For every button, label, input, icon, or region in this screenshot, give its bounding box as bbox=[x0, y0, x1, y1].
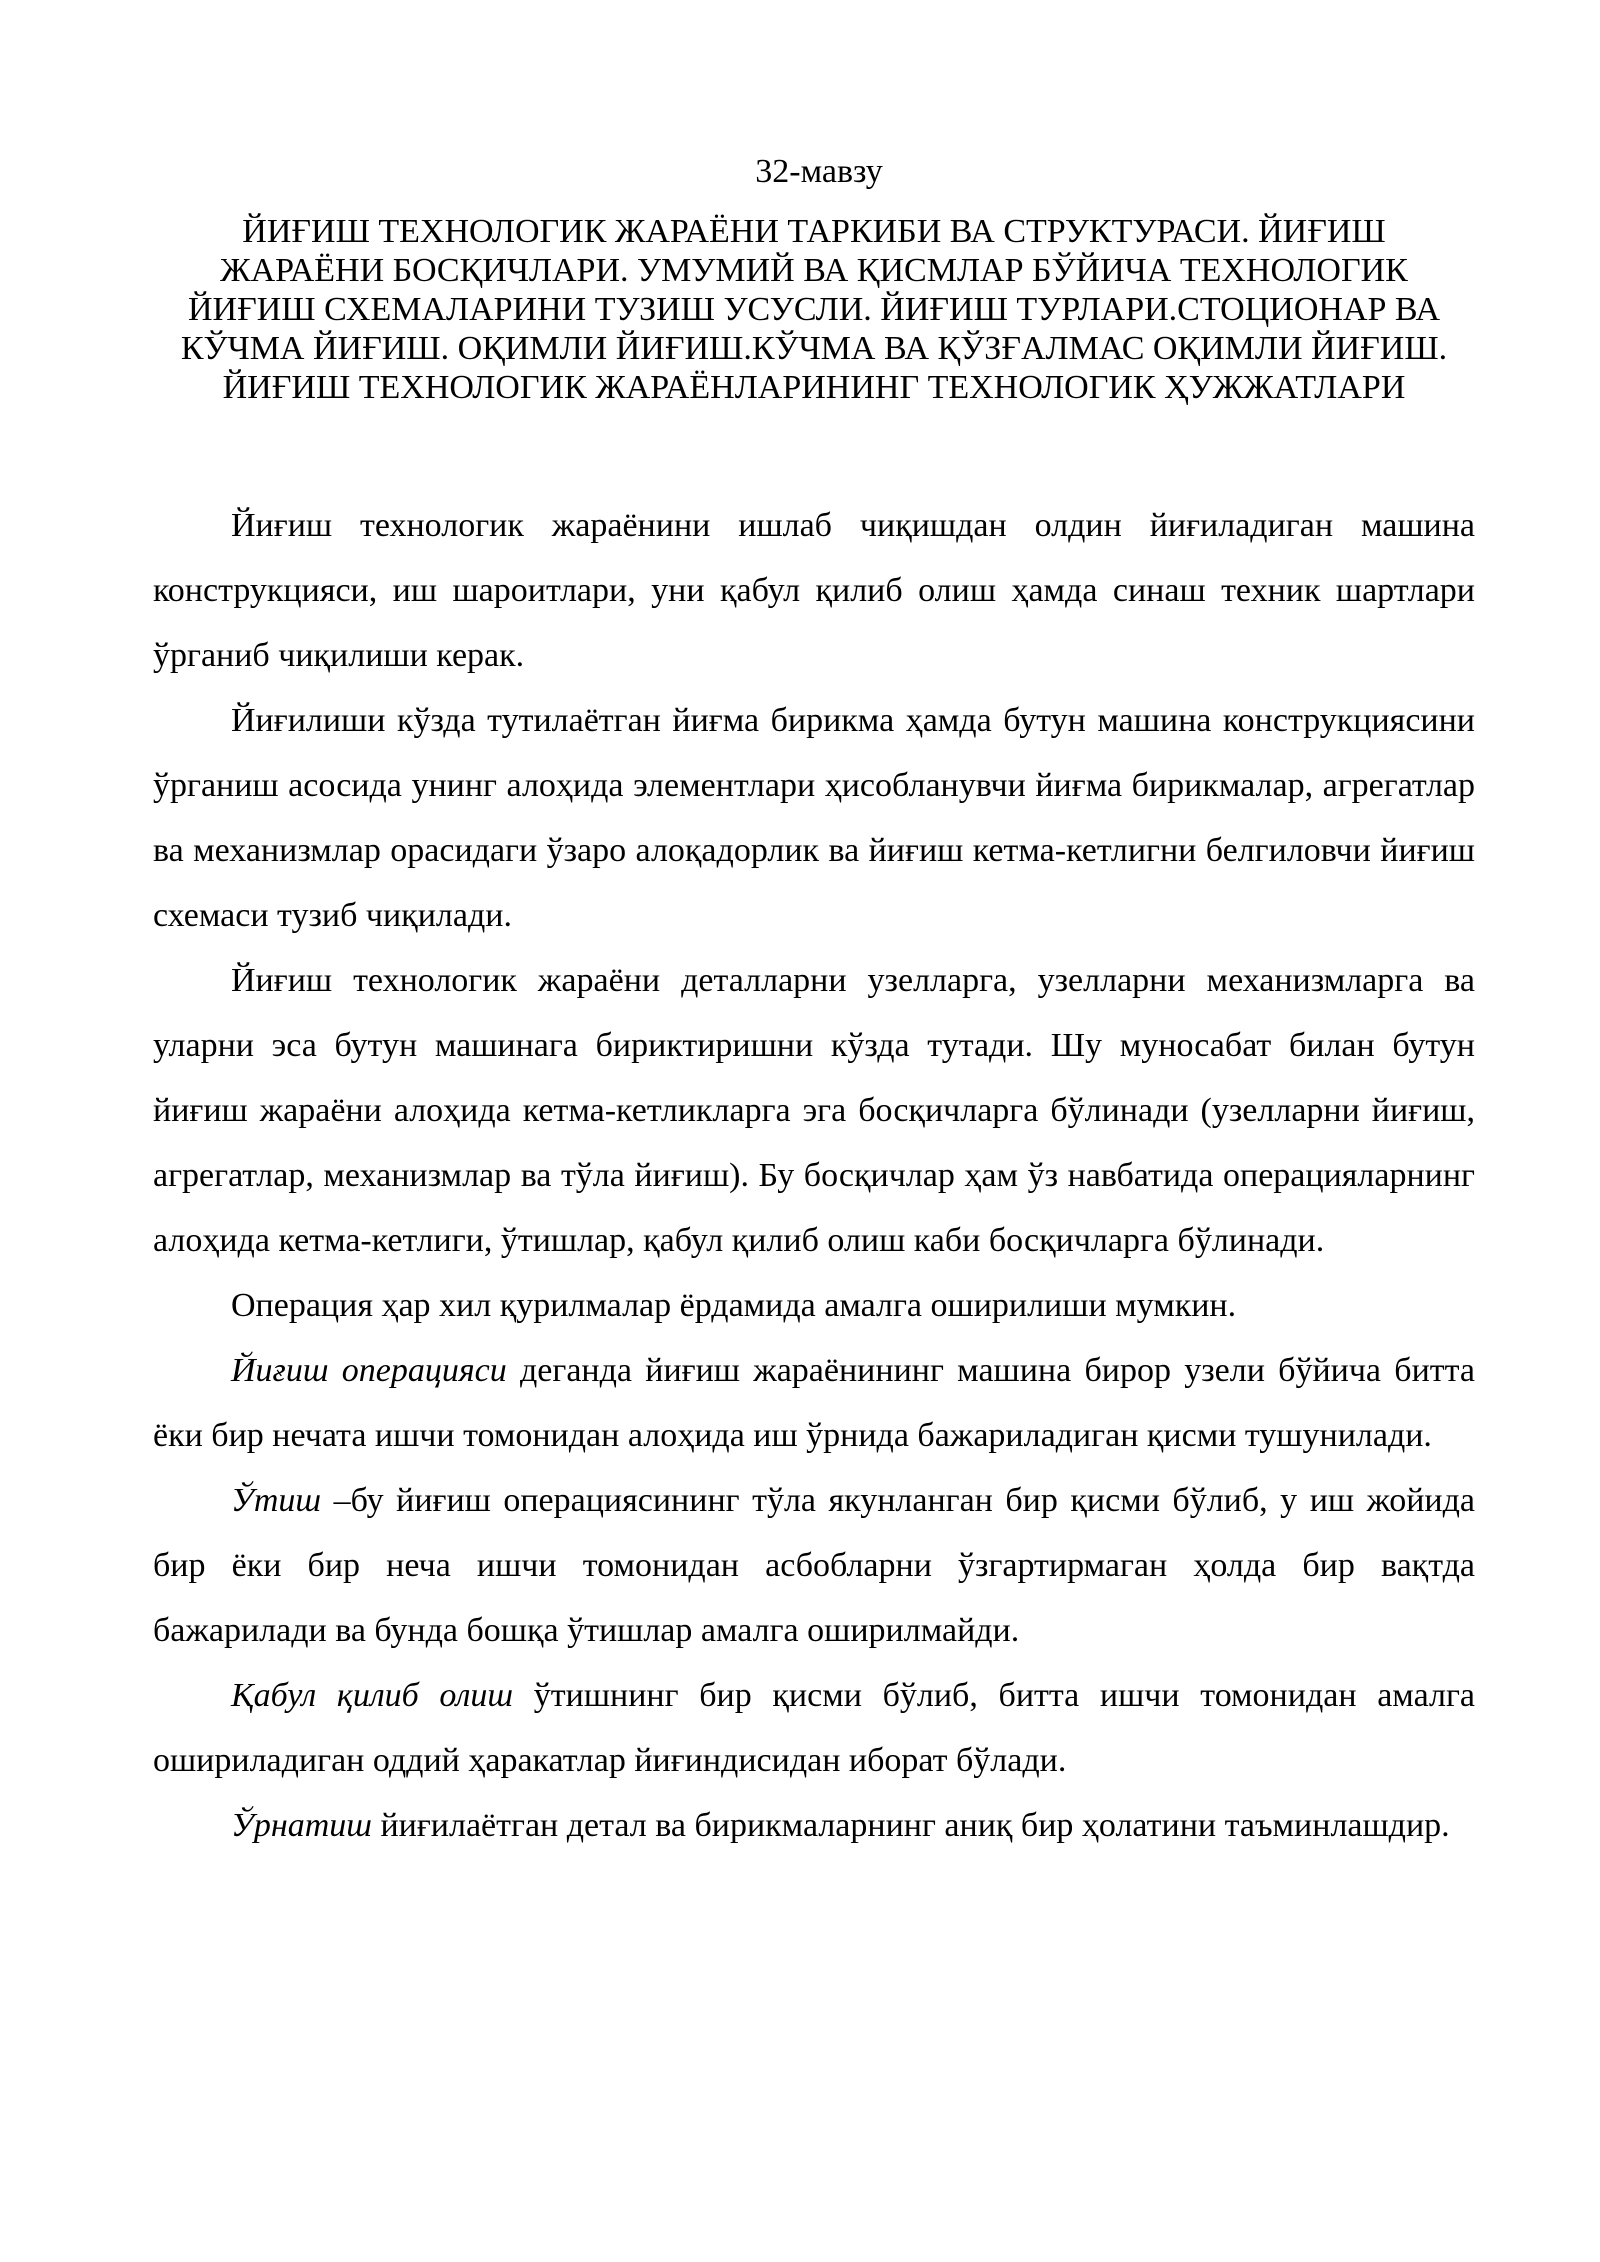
paragraph bbox=[153, 948, 1475, 1273]
paragraph-text: –бу йиғиш операциясининг тўла якунланган бир қисми бўлиб, у иш жойида бир ёки бир неча ишчи томонидан асбобларни ўзгартирмаган ҳолда бир вақтда бажарилади ва бунда бошқа ўтишлар амалга оширилмайди. bbox=[153, 1482, 1475, 1649]
document-body bbox=[153, 493, 1475, 1858]
definition-paragraph bbox=[153, 1338, 1475, 1468]
definition-term: Ўрнатиш bbox=[231, 1807, 372, 1844]
definition-paragraph bbox=[153, 1468, 1475, 1663]
paragraph bbox=[153, 688, 1475, 948]
paragraph-text: ўтишнинг бир қисми бўлиб, битта ишчи томонидан амалга ошириладиган оддий ҳаракатлар йиғиндисидан иборат бўлади. bbox=[153, 1677, 1475, 1779]
definition-term: Қабул қилиб олиш bbox=[231, 1677, 514, 1714]
paragraph bbox=[153, 1273, 1475, 1338]
paragraph-text: деганда йиғиш жараёнининг машина бирор узели бўйича битта ёки бир нечата ишчи томонидан алоҳида иш ўрнида бажариладиган қисми тушунилади. bbox=[153, 1352, 1475, 1454]
definition-term: Йиғиш операцияси bbox=[231, 1352, 507, 1389]
paragraph-text: йиғилаётган детал ва бирикмаларнинг аниқ бир ҳолатини таъминлашдир. bbox=[371, 1807, 1450, 1844]
paragraph-text: Йиғиш технологик жараёнини ишлаб чиқишдан олдин йиғиладиган машина конструкцияси, иш шароитлари, уни қабул қилиб олиш ҳамда синаш техник шартлари ўрганиб чиқилиши керак. bbox=[153, 507, 1475, 674]
definition-paragraph bbox=[153, 1793, 1475, 1858]
paragraph-text: Йиғилиши кўзда тутилаётган йиғма бирикма ҳамда бутун машина конструкциясини ўрганиш асосида унинг алоҳида элементлари ҳисобланувчи йиғма бирикмалар, агрегатлар ва механизмлар орасидаги ўзаро алоқадорлик ва йиғиш кетма-кетлигни белгиловчи йиғиш схемаси тузиб чиқилади. bbox=[153, 702, 1475, 934]
topic-number: 32-мавзу bbox=[755, 153, 883, 190]
paragraph bbox=[153, 493, 1475, 688]
document-title: ЙИҒИШ ТЕХНОЛОГИК ЖАРАЁНИ ТАРКИБИ ВА СТРУКТУРАСИ. ЙИҒИШ ЖАРАЁНИ БОСҚИЧЛАРИ. УМУМИЙ ВА ҚИСМЛАР БЎЙИЧА ТЕХНОЛОГИК ЙИҒИШ СХЕМАЛАРИНИ ТУЗИШ УСУСЛИ. ЙИҒИШ ТУРЛАРИ.СТОЦИОНАР ВА КЎЧМА ЙИҒИШ. ОҚИМЛИ ЙИҒИШ.КЎЧМА ВА ҚЎЗҒАЛМАС ОҚИМЛИ ЙИҒИШ. ЙИҒИШ ТЕХНОЛОГИК ЖАРАЁНЛАРИНИНГ ТЕХНОЛОГИК ҲУЖЖАТЛАРИ bbox=[180, 213, 1448, 406]
paragraph-text: Операция ҳар хил қурилмалар ёрдамида амалга оширилиши мумкин. bbox=[231, 1287, 1237, 1324]
paragraph-text: Йиғиш технологик жараёни деталларни узелларга, узелларни механизмларга ва уларни эса бутун машинага бириктиришни кўзда тутади. Шу муносабат билан бутун йиғиш жараёни алоҳида кетма-кетликларга эга босқичларга бўлинади (узелларни йиғиш, агрегатлар, механизмлар ва тўла йиғиш). Бу босқичлар ҳам ўз навбатида операцияларнинг алоҳида кетма-кетлиги, ўтишлар, қабул қилиб олиш каби босқичларга бўлинади. bbox=[153, 962, 1475, 1259]
definition-term: Ўтиш bbox=[231, 1482, 322, 1519]
definition-paragraph bbox=[153, 1663, 1475, 1793]
